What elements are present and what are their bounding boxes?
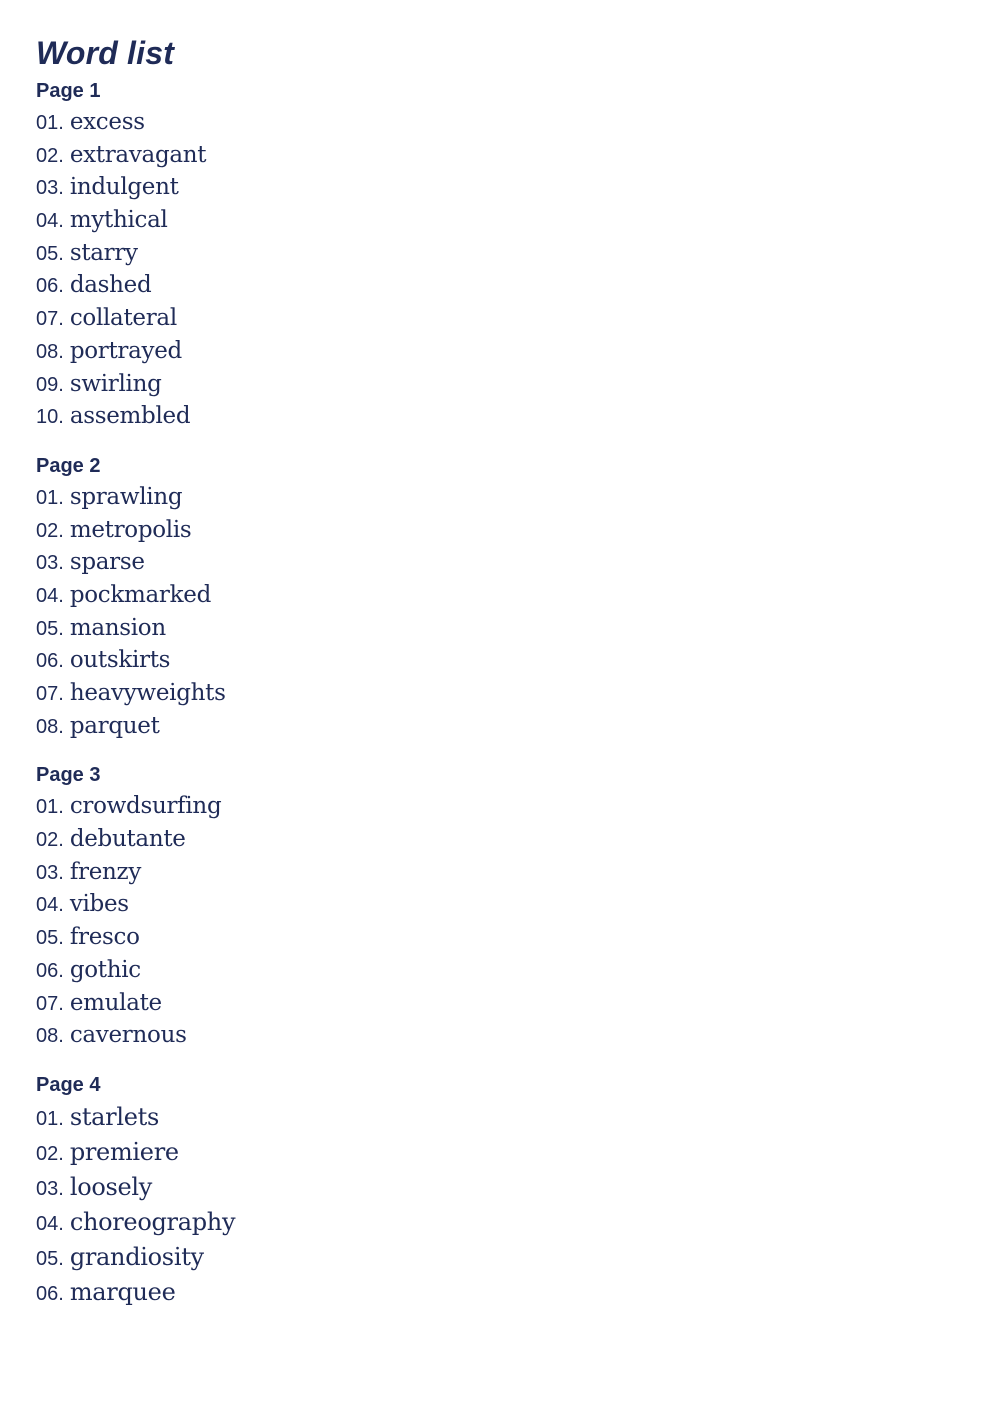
list-item <box>36 546 936 579</box>
list-item <box>36 514 936 547</box>
list-item <box>36 579 936 612</box>
page-section-1 <box>36 76 936 433</box>
list-item <box>36 368 936 401</box>
list-item <box>36 204 936 237</box>
item-word: mythical <box>69 207 168 234</box>
item-number: 05. <box>36 617 64 640</box>
list-item <box>36 1019 936 1052</box>
item-word: marquee <box>69 1277 176 1306</box>
item-word: sprawling <box>69 483 183 510</box>
item-number: 01. <box>36 1107 64 1130</box>
list-item <box>36 1205 936 1240</box>
list-item <box>36 888 936 921</box>
item-number: 05. <box>36 242 64 265</box>
word-list-document <box>36 30 936 1310</box>
list-item <box>36 644 936 677</box>
page-heading: Page 4 <box>36 1073 101 1096</box>
item-number: 02. <box>36 829 64 852</box>
item-word: dashed <box>69 272 152 299</box>
item-word: collateral <box>69 305 177 332</box>
item-number: 05. <box>36 1247 64 1270</box>
item-word: heavyweights <box>69 680 226 706</box>
list-item <box>36 335 936 368</box>
item-number: 06. <box>36 275 64 298</box>
item-word: choreography <box>69 1207 236 1236</box>
item-number: 01. <box>36 486 64 509</box>
word-list <box>36 481 936 743</box>
list-item <box>36 1240 936 1275</box>
item-number: 07. <box>36 992 64 1015</box>
list-item <box>36 987 936 1020</box>
item-number: 06. <box>36 959 64 982</box>
page-heading: Page 3 <box>36 764 101 787</box>
item-word: outskirts <box>69 647 171 674</box>
item-word: premiere <box>69 1137 179 1166</box>
page-section-3 <box>36 760 936 1052</box>
list-item <box>36 612 936 645</box>
item-word: parquet <box>69 712 160 739</box>
list-item <box>36 269 936 302</box>
item-word: portrayed <box>69 337 182 364</box>
list-item <box>36 1135 936 1170</box>
list-item <box>36 954 936 987</box>
item-number: 05. <box>36 927 64 950</box>
item-number: 02. <box>36 144 64 167</box>
list-item <box>36 1275 936 1310</box>
item-number: 07. <box>36 683 64 705</box>
list-item <box>36 139 936 172</box>
item-word: mansion <box>69 614 166 641</box>
item-number: 03. <box>36 861 64 884</box>
word-list <box>36 1100 936 1310</box>
document-title: Word list <box>36 35 175 71</box>
item-word: excess <box>69 109 145 135</box>
item-number: 08. <box>36 340 64 363</box>
list-item <box>36 106 936 139</box>
item-word: starry <box>69 239 138 266</box>
item-word: pockmarked <box>69 581 211 608</box>
item-word: fresco <box>69 924 140 951</box>
item-number: 06. <box>36 1282 64 1305</box>
item-number: 02. <box>36 519 64 542</box>
item-word: indulgent <box>69 174 179 201</box>
item-number: 01. <box>36 112 64 134</box>
item-word: sparse <box>69 549 145 576</box>
list-item <box>36 1170 936 1205</box>
item-word: loosely <box>69 1172 153 1201</box>
page-section-4 <box>36 1070 936 1310</box>
item-number: 03. <box>36 552 64 575</box>
list-item <box>36 1100 936 1135</box>
item-number: 04. <box>36 1212 64 1235</box>
list-item <box>36 856 936 889</box>
item-word: metropolis <box>69 516 192 543</box>
word-list <box>36 790 936 1052</box>
item-number: 09. <box>36 373 64 396</box>
item-number: 06. <box>36 650 64 673</box>
list-item <box>36 823 936 856</box>
item-number: 08. <box>36 715 64 738</box>
item-number: 03. <box>36 1177 64 1200</box>
item-number: 04. <box>36 584 64 607</box>
item-number: 03. <box>36 177 64 200</box>
item-number: 04. <box>36 894 64 917</box>
page-heading: Page 1 <box>36 80 101 102</box>
item-number: 07. <box>36 308 64 331</box>
list-item <box>36 921 936 954</box>
item-number: 01. <box>36 796 64 819</box>
list-item <box>36 237 936 270</box>
item-word: debutante <box>69 826 186 853</box>
item-word: extravagant <box>69 141 207 168</box>
item-word: vibes <box>69 891 129 918</box>
page-heading: Page 2 <box>36 454 101 477</box>
page-section-2 <box>36 451 936 743</box>
list-item <box>36 790 936 823</box>
item-number: 02. <box>36 1142 64 1165</box>
item-word: emulate <box>69 989 162 1016</box>
list-item <box>36 302 936 335</box>
item-word: cavernous <box>69 1022 187 1049</box>
list-item <box>36 171 936 204</box>
item-word: swirling <box>69 370 162 397</box>
list-item <box>36 710 936 743</box>
item-word: starlets <box>69 1102 159 1131</box>
item-word: assembled <box>69 403 191 430</box>
list-item <box>36 481 936 514</box>
word-list <box>36 106 936 433</box>
item-word: frenzy <box>69 858 142 885</box>
item-word: gothic <box>69 956 141 983</box>
item-number: 08. <box>36 1025 64 1048</box>
item-number: 04. <box>36 210 64 233</box>
item-word: crowdsurfing <box>69 793 222 820</box>
item-word: grandiosity <box>69 1242 204 1271</box>
item-number: 10. <box>36 406 64 429</box>
list-item <box>36 677 936 710</box>
list-item <box>36 400 936 433</box>
